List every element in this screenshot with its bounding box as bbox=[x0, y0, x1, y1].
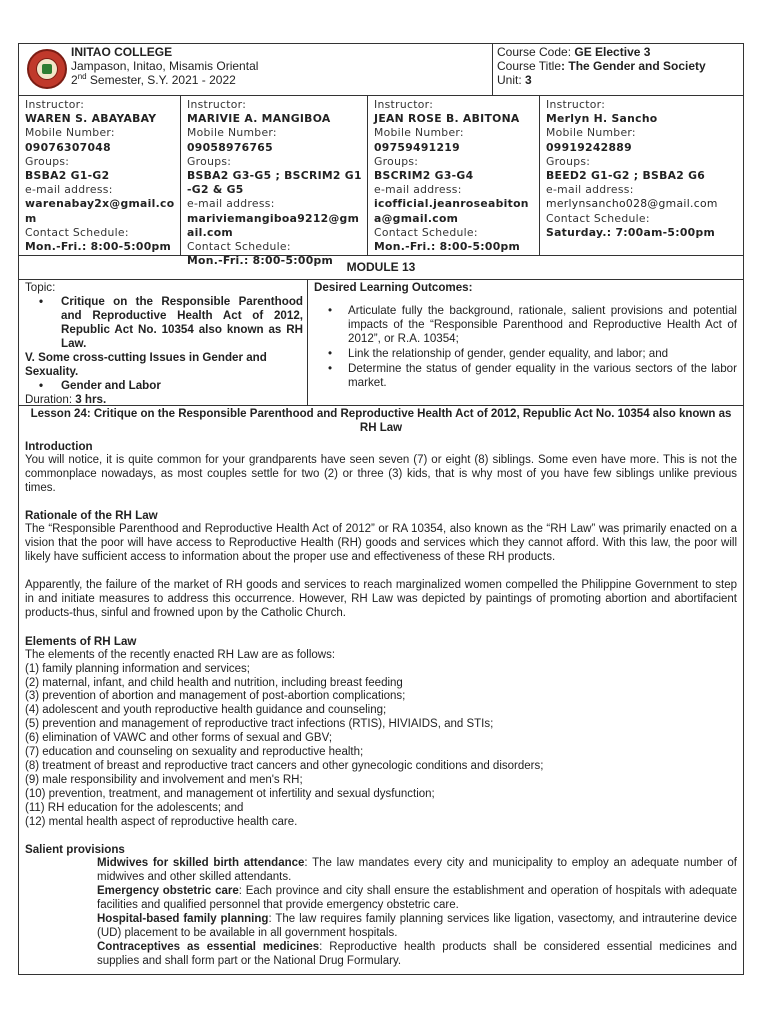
schedule: Saturday.: 7:00am-5:00pm bbox=[546, 225, 716, 239]
list-item: (9) male responsibility and involvement and men's RH; bbox=[25, 773, 303, 786]
mobile-number: 09759491219 bbox=[374, 140, 460, 154]
list-item: (7) education and counseling on sexuality and reproductive health; bbox=[25, 746, 364, 759]
outcomes-cell: Desired Learning Outcomes: • Articulate fully the background, rationale, salient provisions and potential impacts of the “Responsible Parenthood and Reproductive Health Act of 2012”, or R.A. 10354; • Link the relationship of gender, gender equality, and labor; and • Determine the status of gender equality in the various sectors of the labor market. bbox=[308, 280, 743, 406]
email: warenabay2x@gmail.com bbox=[25, 197, 175, 225]
semester: 2nd Semester, S.Y. 2021 - 2022 bbox=[71, 72, 236, 87]
groups: BSCRIM2 G3-G4 bbox=[374, 169, 474, 183]
elements-list bbox=[25, 663, 737, 830]
mobile-number: 09919242889 bbox=[546, 140, 632, 154]
duration: Duration: 3 hrs. bbox=[25, 393, 107, 406]
list-item: (3) prevention of abortion and management of post-abortion complications; bbox=[25, 690, 406, 703]
groups: BSBA2 G3-G5 ; BSCRIM2 G1-G2 & G5 bbox=[187, 169, 362, 197]
lesson-title: Lesson 24: Critique on the Responsible Parenthood and Reproductive Health Act of 2012, Republic Act No. 10354 also known as RH Law bbox=[30, 408, 732, 434]
list-item: (8) treatment of breast and reproductive tract cancers and other gynecologic conditions and disorders; bbox=[25, 759, 544, 772]
college-name: INITAO COLLEGE bbox=[71, 45, 173, 59]
topic-item: • Critique on the Responsible Parenthood and Reproductive Health Act of 2012, Republic Act No. 10354 also known as RH Law. bbox=[25, 295, 303, 351]
course-info: Course Code: GE Elective 3 Course Title: The Gender and Society Unit: 3 bbox=[497, 45, 706, 87]
groups: BEED2 G1-G2 ; BSBA2 G6 bbox=[546, 169, 706, 183]
instructor-name: Merlyn H. Sancho bbox=[546, 112, 658, 126]
outcome-item: • Articulate fully the background, rationale, salient provisions and potential impacts of the “Responsible Parenthood and Reproductive Health Act of 2012”, or R.A. 10354; bbox=[314, 304, 737, 346]
unit: 3 bbox=[525, 73, 532, 87]
paragraph: The elements of the recently enacted RH Law are as follows: bbox=[25, 648, 336, 661]
topic-row bbox=[19, 280, 743, 406]
instructor-name: WAREN S. ABAYABAY bbox=[25, 112, 157, 126]
topic-item: • Gender and Labor bbox=[25, 379, 303, 393]
section-heading: Salient provisions bbox=[25, 843, 125, 857]
groups: BSBA2 G1-G2 bbox=[25, 169, 110, 183]
provision: Midwives for skilled birth attendance: The law mandates every city and municipality to employ an adequate number of midwives and other skilled attendants. bbox=[97, 857, 737, 884]
module-page bbox=[18, 43, 744, 975]
paragraph: Apparently, the failure of the market of RH goods and services to reach marginalized women compelled the Philippine Government to step in and initiate measures to address this occurrence. However, RH Law was depicted by paintings of promoting abortion and abortifacient products-thus, sinful and frowned upon by the Catholic Church. bbox=[25, 579, 737, 619]
course-title: : The Gender and Society bbox=[561, 59, 706, 73]
college-seal-icon bbox=[27, 49, 67, 89]
outcome-item: • Link the relationship of gender, gender equality, and labor; and bbox=[314, 347, 737, 361]
lesson-body bbox=[19, 406, 743, 974]
list-item: (10) prevention, treatment, and management ot infertility and sexual dysfunction; bbox=[25, 787, 435, 800]
email: merlynsancho028@gmail.com bbox=[546, 197, 718, 211]
list-item: (6) elimination of VAWC and other forms of sexual and GBV; bbox=[25, 732, 333, 745]
list-item: (11) RH education for the adolescents; and bbox=[25, 801, 244, 814]
paragraph: You will notice, it is quite common for your grandparents have seen seven (7) or eight (8) siblings. Some even have more. This is not the commonplace nowadays, as most couples settle for two (2) or three (3) kids, that is why most of you have few siblings unlike previous times. bbox=[25, 453, 737, 494]
outcome-item: • Determine the status of gender equality in the various sectors of the labor market. bbox=[314, 362, 737, 390]
instructor-name: JEAN ROSE B. ABITONA bbox=[374, 112, 520, 126]
schedule: Mon.-Fri.: 8:00-5:00pm bbox=[25, 240, 172, 254]
topic-section: V. Some cross-cutting Issues in Gender and Sexuality. bbox=[25, 351, 267, 378]
mobile-number: 09058976765 bbox=[187, 140, 273, 154]
list-item: (12) mental health aspect of reproductive health care. bbox=[25, 815, 298, 828]
list-item: (2) maternal, infant, and child health and nutrition, including breast feeding bbox=[25, 676, 403, 689]
instructor-card: Instructor: JEAN ROSE B. ABITONA Mobile Number: 09759491219 Groups: BSCRIM2 G3-G4 e-mail address: icofficial.jeanroseabitona@gmail.com Contact Schedule: Mon.-Fri.: 8:00-5:00pm bbox=[368, 96, 540, 256]
provision: Contraceptives as essential medicines: Reproductive health products shall be considered essential medicines and supplies and shall form part or the National Drug Formulary. bbox=[97, 940, 738, 967]
email: icofficial.jeanroseabitona@gmail.com bbox=[374, 197, 529, 225]
instructor-card: Instructor: MARIVIE A. MANGIBOA Mobile Number: 09058976765 Groups: BSBA2 G3-G5 ; BSCRIM2 G1-G2 & G5 e-mail address: mariviemangiboa9212@gmail.com Contact Schedule: Mon.-Fri.: 8:00-5:00pm bbox=[181, 96, 368, 256]
course-code: GE Elective 3 bbox=[574, 45, 651, 59]
section-heading: Introduction bbox=[25, 439, 93, 453]
provision: Emergency obstetric care: Each province and city shall ensure the establishment and operation of hospitals with adequate facilities and qualified personnel that provide emergency obstetric care. bbox=[97, 885, 738, 912]
college-info bbox=[19, 44, 493, 96]
list-item: (5) prevention and management of reproductive tract infections (RTIS), HIVIAIDS, and STIs; bbox=[25, 718, 494, 731]
college-address: Jampason, Initao, Misamis Oriental bbox=[71, 59, 259, 73]
provision: Hospital-based family planning: The law requires family planning services like ligation, vasectomy, and intrauterine device (UD) placement to be available in all government hospitals. bbox=[97, 913, 737, 939]
schedule: Mon.-Fri.: 8:00-5:00pm bbox=[374, 240, 521, 254]
paragraph: The “Responsible Parenthood and Reproductive Health Act of 2012” or RA 10354, also known as the “RH Law” was primarily enacted on a vision that the poor will have access to Reproductive Health (RH) goods and services which they cannot afford. With this law, the poor will likely have sufficient access to information about the proper use and effectiveness of these RH products. bbox=[25, 523, 737, 564]
mobile-number: 09076307048 bbox=[25, 140, 111, 154]
email: mariviemangiboa9212@gmail.com bbox=[187, 211, 360, 239]
topic-cell: Topic: • Critique on the Responsible Parenthood and Reproductive Health Act of 2012, Republic Act No. 10354 also known as RH Law. V. Some cross-cutting Issues in Gender and Sexuality. • Gender and Labor Duration: 3 hrs. bbox=[19, 280, 308, 406]
schedule: Mon.-Fri.: 8:00-5:00pm bbox=[187, 254, 334, 268]
list-item: (1) family planning information and services; bbox=[25, 662, 250, 675]
list-item: (4) adolescent and youth reproductive health guidance and counseling; bbox=[25, 704, 387, 717]
instructor-card: Instructor: Merlyn H. Sancho Mobile Number: 09919242889 Groups: BEED2 G1-G2 ; BSBA2 G6 e-mail address: merlynsancho028@gmail.com Contact Schedule: Saturday.: 7:00am-5:00pm bbox=[540, 96, 743, 256]
section-heading: Elements of RH Law bbox=[25, 634, 137, 648]
module-title: MODULE 13 bbox=[19, 256, 743, 280]
header-row bbox=[19, 44, 743, 96]
section-heading: Rationale of the RH Law bbox=[25, 509, 158, 523]
instructor-card: Instructor: WAREN S. ABAYABAY Mobile Number: 09076307048 Groups: BSBA2 G1-G2 e-mail address: warenabay2x@gmail.com Contact Schedule: Mon.-Fri.: 8:00-5:00pm bbox=[19, 96, 181, 256]
instructor-name: MARIVIE A. MANGIBOA bbox=[187, 112, 331, 126]
